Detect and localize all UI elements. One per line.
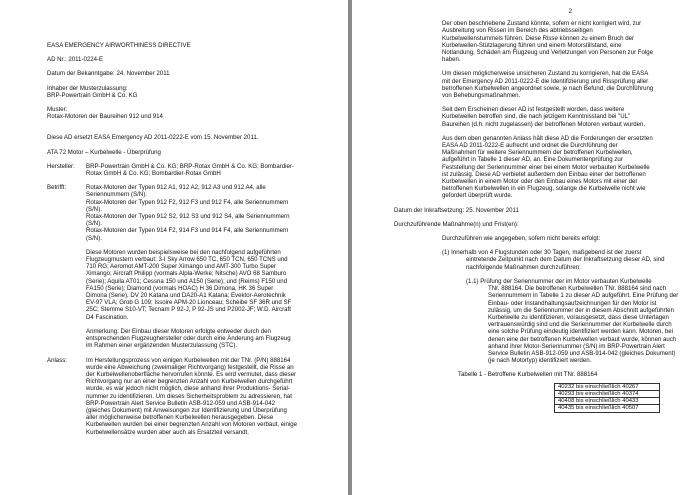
reason-line: wurde, es war jedoch nicht möglich, diese anhand ihrer Produktions- Serial-: [86, 385, 290, 393]
text-line: Maßnahmen für weitere Seriennummern der betroffenen Kurbelwellen,: [442, 149, 633, 157]
table-cell: 40293 bis einschließlich 40374: [555, 390, 660, 397]
text-line: TNr. 888164. Die betroffenen Kurbelwellen TNr. 888164 sind nach: [488, 285, 666, 293]
text-line: Seriennummern in Tabelle 1 zu dieser AD aufgeführt. Eine Prüfung der: [488, 292, 679, 300]
text-line: betroffenen Kurbelwellen in ein Flugzeug, solange die Kurbelwelle nicht wie: [442, 185, 646, 193]
installation-line: (Serie); Aquila AT01; Cessna 150 und A150 (Serie); und (Reims) F150 und: [86, 277, 288, 285]
type-certificate-holder: BRP-Powertrain GmbH & Co. KG: [47, 91, 138, 99]
applicability-line: Seriennummern (S/N).: [86, 191, 147, 199]
installation-line: 25C; Stemme S10-VT; Tecnam P 92-J, P 92-JS und P2002-JF; W.D. Aircraft: [86, 306, 291, 314]
reason-section: [47, 357, 326, 436]
applicability-line: Rotax-Motoren der Typen 914 F2, 914 F3 und 914 F4, alle Seriennummern: [86, 227, 289, 235]
applicability-line: (S/N).: [86, 234, 102, 242]
text-line: denen eine der betroffenen Kurbelwellen verbaut wurde, können auch: [488, 335, 677, 343]
text-line: aufgeführt in Tabelle 1 dieser AD, an. Eine Dokumentenprüfung zur: [442, 156, 623, 164]
text-line: nachfolgende Maßnahmen durchzuführen:: [466, 263, 581, 271]
installation-line: Dimona (Serie), DV 20 Katana und DA20-A1 Katana; Evektor-Aerotechnik: [86, 292, 286, 300]
ad-number: AD Nr.: 2011-0224-E: [47, 56, 104, 64]
reason-line: aller möglicherweise betroffenen Kurbelwellen herausgegeben. Diese: [86, 414, 274, 422]
model-label: Muster:: [47, 106, 68, 114]
applicability-line: (S/N).: [86, 220, 102, 228]
applicability-line: Rotax-Motoren der Typen 912 A1, 912 A2, 912 A3 und 912 A4, alle: [86, 184, 266, 192]
reason-line: BRP-Powertrain Alert Service Bulletin ASB-912-059 und ASB-914-042: [86, 399, 276, 407]
document-page-1: [0, 0, 348, 495]
applicability-section: [47, 184, 326, 349]
table-caption: Tabelle 1 - Betroffene Kurbelwellen mit TNr. 888164: [458, 371, 598, 379]
text-line: EASA AD 2011-0222-E aufrecht und ordnet die Durchführung der: [442, 142, 618, 150]
text-line: haben.: [442, 56, 461, 64]
ad-title: EASA EMERGENCY AIRWORTHINESS DIRECTIVE: [47, 42, 191, 49]
text-line: Der oben beschriebene Zustand könnte, sofern er nicht korrigiert wird, zur: [442, 20, 642, 28]
applicability-line: Rotax-Motoren der Typen 912 S2, 912 S3 und 912 S4, alle Seriennummern: [86, 213, 290, 221]
paragraph-update: [442, 106, 682, 128]
installation-line: Flugzeugmustern verbaut: 3-I Sky Arrow 650 TC, 650 TCN, 650 TCNS und: [86, 256, 288, 264]
note-line: Anmerkung: Der Einbau dieser Motoren erfolgte entweder durch den: [86, 327, 271, 335]
installation-line: Ximango; Aircraft Philipp (vormals Alpla-Werke; Nitsche) AVO 68 Samburo: [86, 270, 287, 278]
text-line: (1.1) Prüfung der Seriennummer der im Motor verbauten Kurbelwelle: [466, 277, 652, 285]
installation-line: D4 Fascination.: [86, 313, 129, 321]
affected-crankshafts-table: [554, 383, 660, 413]
text-line: zulässig, um die Seriennummer der in diesem Abschnitt aufgeführten: [488, 306, 674, 314]
text-line: (1) Innerhalb von 4 Flugstunden oder 30 Tagen, maßgebend ist der zuerst: [442, 249, 642, 257]
reason-line: Im Herstellungsprozess von einigen Kurbelwellen mit der TNr. (P/N) 888164: [86, 356, 291, 364]
applicability-line: (S/N).: [86, 205, 102, 213]
table-row: [555, 390, 660, 397]
applicability-line: Rotax-Motoren der Typen 912 F2, 912 F3 und 912 F4, alle Seriennummern: [86, 198, 289, 206]
paragraph-consequence: [442, 20, 682, 63]
manufacturer-line: BRP-Powertrain GmbH & Co. KG; BRP-Rotax GmbH & Co. KG; Bombardier-: [86, 162, 294, 170]
table-cell: 40232 bis einschließlich 40267: [555, 383, 660, 390]
text-line: anhand ihrer Motor-Seriennummer (S/N) im BRP-Powertrain Alert: [488, 342, 665, 350]
table-row: [555, 398, 660, 405]
reason-line: Kurbelwellen wurden bei einer begrenzten Anzahl von Motoren verbaut, einige: [86, 421, 298, 429]
text-line: Um diesen möglicherweise unsicheren Zustand zu korrigieren, hat die EASA: [442, 70, 649, 78]
text-line: Aus dem oben genannten Anlass hält diese AD die Forderungen der ersetzten: [442, 134, 653, 142]
text-line: von Behebungsmaßnahmen.: [442, 92, 521, 100]
effective-date: Datum der Inkraftsetzung: 25. November 2011: [394, 206, 519, 214]
document-page-2: [352, 0, 700, 495]
text-line: Seit dem Erscheinen dieser AD ist festgestellt worden, dass weitere: [442, 106, 625, 114]
publication-date: Datum der Bekanntgabe: 24. November 2011: [47, 70, 170, 78]
page-number: 2: [568, 8, 572, 15]
manufacturer-line: Rotax GmbH & Co. KG; Bombardier-Rotax GmbH: [86, 170, 221, 178]
reason-line: der Kurbelwellenoberfläche hervorrufen könnte. Es wird vermutet, dass dieser: [86, 370, 297, 378]
table-cell: 40435 bis einschließlich 40507: [555, 405, 660, 412]
manufacturer-section: [47, 163, 326, 177]
text-line: Einbau- oder Instandhaltungsaufzeichnungen für den Motor ist: [488, 299, 657, 307]
type-certificate-holder-label: Inhaber der Musterzulassung:: [47, 84, 128, 92]
text-line: eintretende Zeitpunkt nach dem Datum der Inkraftsetzung dieser AD, sind: [466, 256, 665, 264]
reason-line: (gleiches Dokument) mit Anweisungen zur Identifizierung und Überprüfung: [86, 406, 287, 414]
text-line: gefordert überprüft wurde.: [442, 192, 513, 200]
installation-line: FA150 (Serie); Diamond (vormals HOAC) H 36 Dimona, HK 36 Super: [86, 284, 274, 292]
paragraph-requirements: [442, 135, 682, 200]
text-line: Feststellung der Seriennummer einer bei einem Motor verbauten Kurbelwelle: [442, 163, 650, 171]
reason-line: nummer zu identifizieren. Um dieses Sicherheitsproblem zu adressieren, hat: [86, 392, 292, 400]
table-row: [555, 383, 660, 390]
reason-line: Richtvorgang nur an einer begrenzten Anzahl von Kurbelwellen durchgeführt: [86, 378, 293, 386]
paragraph-correction: [442, 70, 682, 99]
text-line: Kurbelwellenstummels führen. Diese Risse können zu einem Bruch der: [442, 34, 635, 42]
text-line: vertrauenswürdig sind und die Seriennummer der Kurbelwelle durch: [488, 321, 672, 329]
text-line: mit der Emergency AD 2011-0222-E die Identifizierung und Rissprüfung aller: [442, 77, 649, 85]
text-line: Notlandung, Schäden am Flugzeug und Verletzungen von Personen zur Folge: [442, 49, 654, 57]
applicability-label: Betrifft:: [47, 184, 67, 192]
action-1: [442, 249, 682, 271]
text-line: (je nach Motortyp) identifiziert werden.: [488, 357, 592, 365]
required-actions-heading: Durchzuführende Maßnahme(n) und Frist(en):: [394, 220, 519, 228]
text-line: eine solche Prüfung eindeutig identifiziert werden kann. Motoren, bei: [488, 328, 673, 336]
text-line: Kurbelwellen betroffen sind, die nach jetzigem Kenntnisstand bei "UL": [442, 113, 631, 121]
required-actions-intro: Durchzuführen wie angegeben, sofern nicht bereits erfolgt:: [442, 235, 601, 243]
supersedes-note: Diese AD ersetzt EASA Emergency AD 2011-0222-E vom 15. November 2011.: [47, 134, 259, 142]
manufacturer-label: Hersteller:: [47, 162, 75, 170]
text-line: Kurbelwellen-Stützlagerung führen und einem Motorstillstand, eine: [442, 41, 622, 49]
ata-chapter: ATA 72 Motor – Kurbelwelle - Überprüfung: [47, 148, 161, 156]
reason-line: wurde eine Abweichung (zweimaliger Richtvorgang) festgestellt, die Risse an: [86, 363, 294, 371]
model-value: Rotax-Motoren der Baureihen 912 und 914: [47, 113, 163, 121]
installation-line: 710 RG; Aeromot AMT-200 Super Ximango und AMT-300 Turbo Super: [86, 263, 277, 271]
action-1-1: [466, 278, 682, 364]
text-line: betroffenen Kurbelwellen angeordnet sowie, je nach Befund, die Durchführung: [442, 84, 654, 92]
installation-line: Diese Motoren wurden beispielsweise bei den nachfolgend aufgeführten: [86, 248, 281, 256]
text-line: Ausbreitung von Rissen im Bereich des abtriebsseitigen: [442, 27, 593, 35]
installation-line: EV-97 VLA; Grob G 109; Issoire APM-20 Lionceau; Scheibe SF 36R und SF: [86, 299, 292, 307]
table-cell: 40408 bis einschließlich 40433: [555, 398, 660, 405]
text-line: Baureihen (d.h. nicht zugelassen) der betroffenen Motoren verbaut wurden.: [442, 120, 646, 128]
table-row: [555, 405, 660, 412]
text-line: Service Bulletin ASB-912-059 und ASB-914-042 (gleiches Dokument): [488, 349, 676, 357]
note-line: im Rahmen einer ergänzenden Musterzulassung (STC).: [86, 342, 238, 350]
text-line: ist zulässig. Diese AD verbietet außerdem den Einbau einer der betroffenen: [442, 170, 646, 178]
text-line: Kurbelwellen in einem Motor oder den Einbau eines Motors mit einer der: [442, 178, 638, 186]
reason-label: Anlass:: [47, 356, 67, 364]
text-line: Kurbelwelle zu identifizieren, vorausgesetzt, dass diese Unterlagen: [488, 313, 669, 321]
note-line: entsprechenden Flugzeughersteller oder durch eine Änderung am Flugzeug: [86, 335, 291, 343]
reason-line: Kurbelwellensätze wurden aber auch als Ersatzteil versandt.: [86, 428, 249, 436]
